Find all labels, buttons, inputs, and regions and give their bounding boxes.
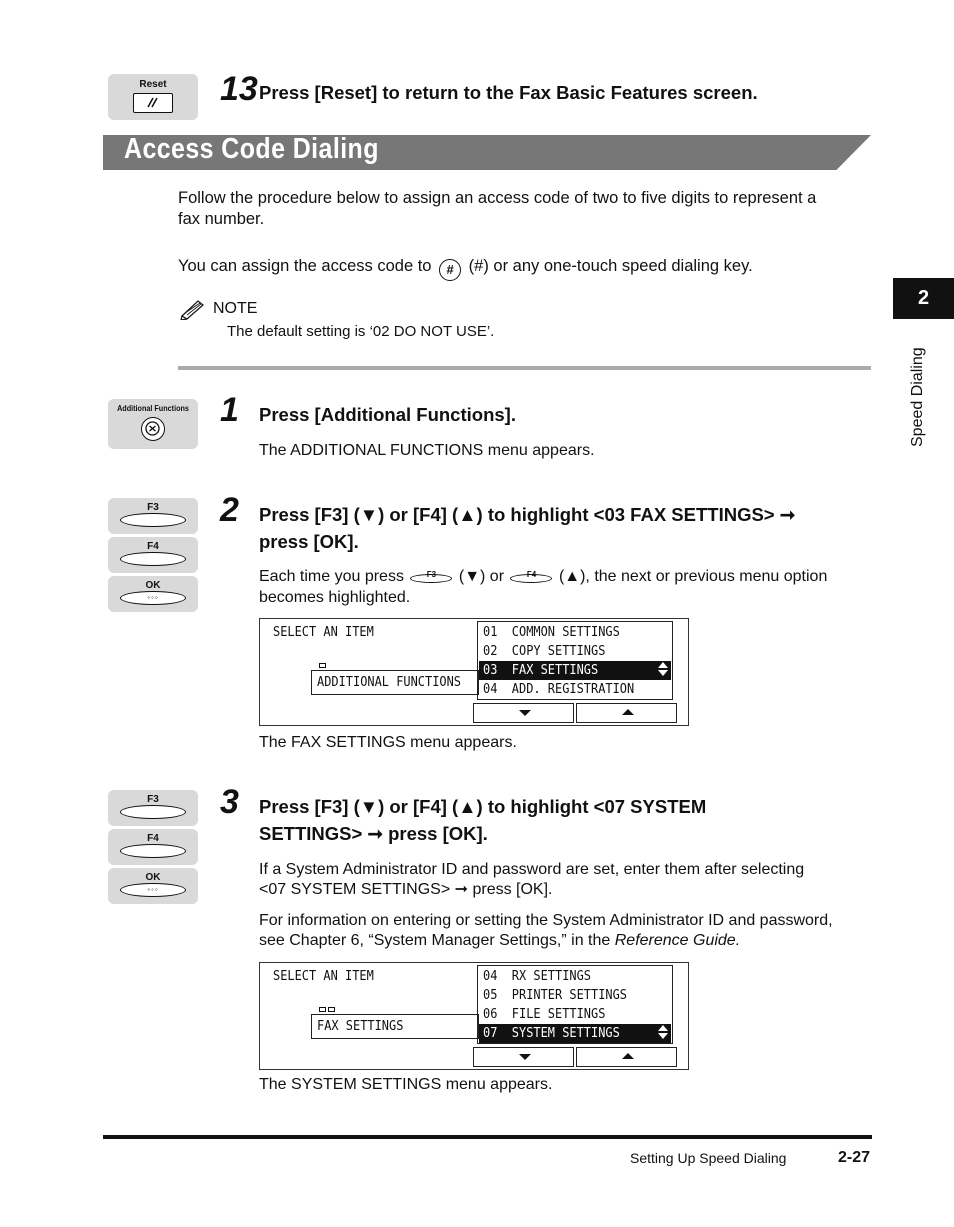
step-2-body-b: (▼) or [458,568,505,585]
ok-key-graphic [108,576,198,612]
step-3-number: 3 [220,783,239,821]
step-3-title-line2: SETTINGS> ➞ press [OK]. [259,823,488,844]
ok-key-label: OK [145,580,161,591]
lcd-path-box [311,670,479,695]
step-3-body1-line2: <07 SYSTEM SETTINGS> ➞ press [OK]. [259,881,553,898]
footer-page-number: 2-27 [838,1149,871,1166]
step-1-body: The ADDITIONAL FUNCTIONS menu appears. [259,442,595,459]
step-3-body2-line2 [259,930,740,951]
inline-f3-label: F3 [426,570,437,579]
step-2-title-line1: Press [F3] (▼) or [F4] (▲) to highlight <03 FAX SETTINGS> ➞ [259,504,796,525]
additional-functions-icon [141,417,165,441]
f3-key-oval [120,513,186,527]
lcd-path-label: ADDITIONAL FUNCTIONS [317,675,462,690]
lcd-down-button[interactable] [473,1047,574,1067]
f4-key-oval [120,552,186,566]
step-13-text: Press [Reset] to return to the Fax Basic Features screen. [259,82,758,103]
f4-key-label: F4 [147,541,159,552]
chapter-tab: 2 [893,278,954,319]
step-3-body2-line2a: see Chapter 6, “System Manager Settings,” in the [259,932,611,949]
step-2-body-a: Each time you press [259,568,404,585]
lcd-up-button[interactable] [576,1047,677,1067]
f3-key-label: F3 [147,502,159,513]
reset-key-graphic [108,74,198,120]
inline-f3-key-icon [408,567,454,583]
additional-functions-key-graphic [108,399,198,449]
f3-key-oval [120,805,186,819]
lcd-menu-list [477,621,673,700]
lcd-path-box [311,1014,479,1039]
scroll-updown-icon [658,1025,668,1039]
lcd-screen-system-settings [259,962,689,1070]
footer-rule [103,1135,872,1139]
lcd-menu-item[interactable]: 04 ADD. REGISTRATION [483,682,635,697]
additional-functions-key-label: Additional Functions [117,403,189,413]
ok-key-graphic [108,868,198,904]
step-2-body-c: (▲), the next or previous menu option [558,568,828,585]
lcd-up-button[interactable] [576,703,677,723]
step-13-number: 13 [220,70,258,108]
lcd-menu-item[interactable]: 02 COPY SETTINGS [483,644,606,659]
reset-key-icon [133,93,173,113]
f4-key-label: F4 [147,833,159,844]
ok-key-oval: ◦◦◦ [120,883,186,897]
inline-f4-key-icon [508,567,554,583]
intro-hash-after: (#) or any one-touch speed dialing key. [468,257,753,275]
footer-section: Setting Up Speed Dialing [630,1150,787,1166]
lcd-menu-item[interactable]: 06 FILE SETTINGS [483,1007,606,1022]
inline-f4-label: F4 [526,570,537,579]
up-arrow-icon [622,1053,634,1059]
lcd-menu-item[interactable]: 05 PRINTER SETTINGS [483,988,628,1003]
f3-key-graphic [108,790,198,826]
intro-paragraph: Follow the procedure below to assign an access code of two to five digits to represent a fax number. [178,189,817,228]
step-1-number: 1 [220,391,239,429]
divider [178,366,871,370]
step-3-after: The SYSTEM SETTINGS menu appears. [259,1076,553,1093]
f4-key-oval [120,844,186,858]
lcd-screen-fax-settings [259,618,689,726]
down-arrow-icon [519,710,531,716]
step-2-body-line1 [259,566,827,587]
lcd-menu-item-selected[interactable]: 03 FAX SETTINGS [479,661,671,680]
lcd-header: SELECT AN ITEM [273,625,374,640]
ok-key-oval: ◦◦◦ [120,591,186,605]
lcd-path-label: FAX SETTINGS [317,1019,404,1034]
intro-hash-line [178,256,753,281]
f3-key-graphic [108,498,198,534]
lcd-menu-item-selected[interactable]: 07 SYSTEM SETTINGS [479,1024,671,1043]
f3-key-label: F3 [147,794,159,805]
intro-hash-before: You can assign the access code to [178,257,432,275]
side-tab-label: Speed Dialing [909,347,926,447]
step-2-number: 2 [220,491,239,529]
f4-key-graphic [108,537,198,573]
lcd-menu-list [477,965,673,1044]
f4-key-graphic [108,829,198,865]
down-arrow-icon [519,1054,531,1060]
up-arrow-icon [622,709,634,715]
hash-key-icon: # [439,259,461,281]
step-3-body1-line1: If a System Administrator ID and password are set, enter them after selecting [259,861,805,878]
ok-key-label: OK [145,872,161,883]
lcd-down-button[interactable] [473,703,574,723]
note-pencil-icon [178,298,206,325]
reset-key-label: Reset [139,79,167,90]
lcd-menu-item[interactable]: 01 COMMON SETTINGS [483,625,620,640]
step-2-after: The FAX SETTINGS menu appears. [259,734,517,751]
step-3-title-line1: Press [F3] (▼) or [F4] (▲) to highlight <07 SYSTEM [259,796,707,817]
step-3-body2-line1: For information on entering or setting the System Administrator ID and password, [259,912,833,929]
section-title: Access Code Dialing [124,133,379,165]
step-1-title: Press [Additional Functions]. [259,404,516,425]
scroll-updown-icon [658,662,668,676]
note-label: NOTE [213,300,258,317]
lcd-header: SELECT AN ITEM [273,969,374,984]
step-2-body-line2: becomes highlighted. [259,589,411,606]
reference-guide-title: Reference Guide. [614,932,741,949]
step-2-title-line2: press [OK]. [259,531,359,552]
lcd-menu-item[interactable]: 04 RX SETTINGS [483,969,592,984]
note-text: The default setting is ‘02 DO NOT USE’. [227,323,495,340]
